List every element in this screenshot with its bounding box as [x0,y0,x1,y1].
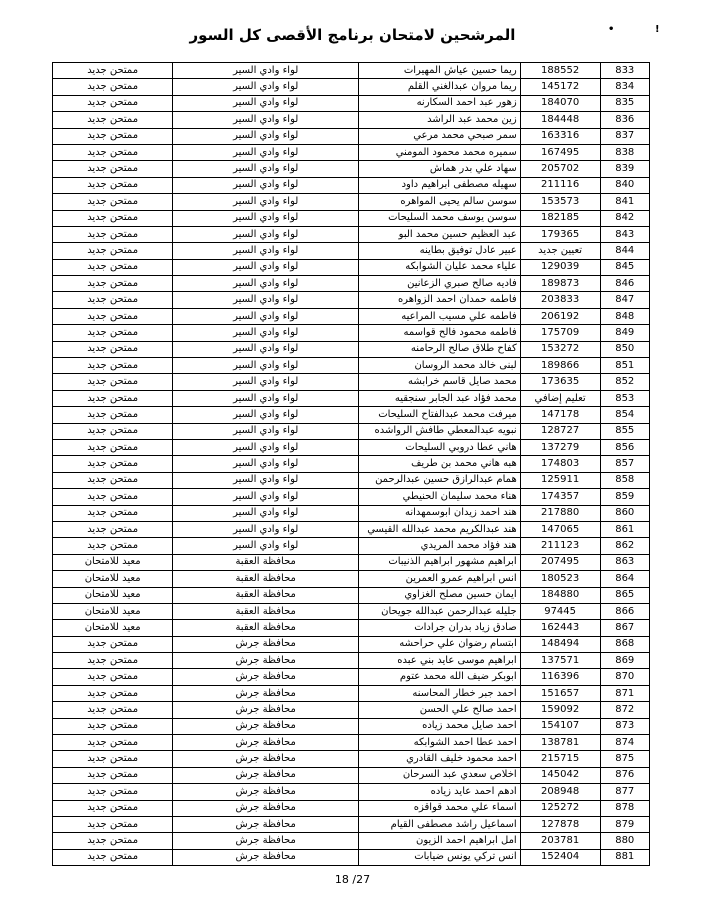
table-row [53,276,650,292]
candidate-id-cell: تعليم إضافي [520,390,600,406]
district-cell: لواء وادي السير [173,358,359,374]
candidate-id-cell: 145172 [520,79,600,95]
status-cell: ممتحن جديد [53,735,173,751]
candidate-name-cell: ريما مروان عبدالغني القلم [359,79,521,95]
row-number-cell: 833 [600,63,649,79]
row-number-cell: 839 [600,161,649,177]
candidate-id-cell: 163316 [520,128,600,144]
candidate-name-cell: ابوبكر ضيف الله محمد عتوم [359,669,521,685]
status-cell: ممتحن جديد [53,194,173,210]
table-row [53,784,650,800]
status-cell: ممتحن جديد [53,456,173,472]
status-cell: ممتحن جديد [53,849,173,865]
district-cell: لواء وادي السير [173,521,359,537]
candidate-id-cell: 189873 [520,276,600,292]
candidate-name-cell: همام عبدالرازق حسين عبدالرحمن [359,472,521,488]
table-row [53,472,650,488]
candidate-id-cell: 162443 [520,620,600,636]
district-cell: محافظة جرش [173,849,359,865]
status-cell: معيد للامتحان [53,603,173,619]
row-number-cell: 868 [600,636,649,652]
candidate-name-cell: محمد فؤاد عبد الجابر سنجقيه [359,390,521,406]
district-cell: محافظة جرش [173,685,359,701]
candidate-id-cell: 189866 [520,358,600,374]
candidate-id-cell: 211123 [520,538,600,554]
row-number-cell: 856 [600,439,649,455]
status-cell: ممتحن جديد [53,702,173,718]
page-title: المرشحين لامتحان برنامج الأقصى كل السور [189,26,516,44]
table-row [53,767,650,783]
candidate-name-cell: ريما حسين عياش المهيرات [359,63,521,79]
candidate-name-cell: هند عبدالكريم محمد عبدالله القيسي [359,521,521,537]
row-number-cell: 875 [600,751,649,767]
district-cell: محافظة جرش [173,833,359,849]
table-row [53,144,650,160]
row-number-cell: 872 [600,702,649,718]
district-cell: لواء وادي السير [173,177,359,193]
district-cell: لواء وادي السير [173,161,359,177]
status-cell: ممتحن جديد [53,358,173,374]
district-cell: محافظة جرش [173,784,359,800]
table-row [53,308,650,324]
district-cell: لواء وادي السير [173,226,359,242]
status-cell: ممتحن جديد [53,112,173,128]
district-cell: لواء وادي السير [173,407,359,423]
table-row [53,849,650,865]
district-cell: لواء وادي السير [173,63,359,79]
status-cell: ممتحن جديد [53,472,173,488]
candidate-id-cell: 211116 [520,177,600,193]
district-cell: لواء وادي السير [173,489,359,505]
table-row [53,603,650,619]
row-number-cell: 836 [600,112,649,128]
candidate-id-cell: 97445 [520,603,600,619]
row-number-cell: 878 [600,800,649,816]
candidate-name-cell: جليله عبدالرحمن عبدالله جويحان [359,603,521,619]
status-cell: ممتحن جديد [53,767,173,783]
row-number-cell: 864 [600,571,649,587]
candidate-id-cell: 152404 [520,849,600,865]
candidate-name-cell: ابتسام رضوان علي حراحشه [359,636,521,652]
status-cell: ممتحن جديد [53,505,173,521]
candidate-id-cell: 180523 [520,571,600,587]
candidate-id-cell: 174357 [520,489,600,505]
candidate-name-cell: سهاد علي بدر هماش [359,161,521,177]
candidate-id-cell: 217880 [520,505,600,521]
candidate-name-cell: فاطمه محمود فالح قواسمه [359,325,521,341]
table-row [53,112,650,128]
district-cell: محافظة جرش [173,653,359,669]
status-cell: ممتحن جديد [53,784,173,800]
candidate-name-cell: اسماعيل راشد مصطفى القيام [359,816,521,832]
district-cell: لواء وادي السير [173,456,359,472]
candidate-name-cell: سهيله مصطفى ابراهيم داود [359,177,521,193]
row-number-cell: 838 [600,144,649,160]
candidate-id-cell: 167495 [520,144,600,160]
candidate-id-cell: 127878 [520,816,600,832]
status-cell: ممتحن جديد [53,308,173,324]
candidate-id-cell: 145042 [520,767,600,783]
table-row [53,341,650,357]
district-cell: لواء وادي السير [173,95,359,111]
status-cell: ممتحن جديد [53,423,173,439]
candidate-name-cell: انس تركي يونس ضيابات [359,849,521,865]
status-cell: ممتحن جديد [53,128,173,144]
candidate-id-cell: 151657 [520,685,600,701]
status-cell: ممتحن جديد [53,144,173,160]
row-number-cell: 846 [600,276,649,292]
table-row [53,620,650,636]
row-number-cell: 869 [600,653,649,669]
district-cell: لواء وادي السير [173,259,359,275]
district-cell: لواء وادي السير [173,292,359,308]
row-number-cell: 861 [600,521,649,537]
candidate-name-cell: سميره محمد محمود المومني [359,144,521,160]
candidate-id-cell: 173635 [520,374,600,390]
table-row [53,456,650,472]
candidate-id-cell: 179365 [520,226,600,242]
district-cell: لواء وادي السير [173,243,359,259]
candidate-name-cell: اخلاص سعدي عبد السرحان [359,767,521,783]
table-row [53,374,650,390]
candidate-name-cell: اسماء علي محمد قواقزه [359,800,521,816]
district-cell: محافظة العقبة [173,603,359,619]
row-number-cell: 854 [600,407,649,423]
status-cell: ممتحن جديد [53,653,173,669]
candidate-id-cell: تعيين جديد [520,243,600,259]
row-number-cell: 849 [600,325,649,341]
district-cell: لواء وادي السير [173,505,359,521]
district-cell: محافظة جرش [173,751,359,767]
status-cell: ممتحن جديد [53,95,173,111]
candidate-name-cell: ابراهيم موسى عايد بني عبده [359,653,521,669]
candidate-id-cell: 147178 [520,407,600,423]
candidate-name-cell: هناء محمد سليمان الحنيطي [359,489,521,505]
status-cell: ممتحن جديد [53,669,173,685]
status-cell: ممتحن جديد [53,390,173,406]
status-cell: ممتحن جديد [53,636,173,652]
table-row [53,751,650,767]
district-cell: لواء وادي السير [173,308,359,324]
status-cell: ممتحن جديد [53,276,173,292]
candidate-id-cell: 116396 [520,669,600,685]
table-row [53,735,650,751]
candidate-id-cell: 203781 [520,833,600,849]
row-number-cell: 841 [600,194,649,210]
candidate-name-cell: فاطمه حمدان احمد الزواهره [359,292,521,308]
candidate-name-cell: احمد صايل محمد زياده [359,718,521,734]
row-number-cell: 843 [600,226,649,242]
table-row [53,521,650,537]
district-cell: محافظة جرش [173,636,359,652]
status-cell: ممتحن جديد [53,325,173,341]
table-row [53,489,650,505]
candidate-id-cell: 203833 [520,292,600,308]
candidate-name-cell: نبويه عبدالمعطي طافش الرواشده [359,423,521,439]
table-row [53,718,650,734]
candidate-name-cell: محمد صايل قاسم خرابشه [359,374,521,390]
district-cell: لواء وادي السير [173,112,359,128]
candidate-id-cell: 147065 [520,521,600,537]
candidate-name-cell: احمد جبر خطار المحاسنه [359,685,521,701]
row-number-cell: 851 [600,358,649,374]
status-cell: معيد للامتحان [53,620,173,636]
candidate-id-cell: 182185 [520,210,600,226]
row-number-cell: 855 [600,423,649,439]
row-number-cell: 844 [600,243,649,259]
district-cell: محافظة العقبة [173,571,359,587]
table-row [53,259,650,275]
row-number-cell: 879 [600,816,649,832]
status-cell: ممتحن جديد [53,374,173,390]
status-cell: ممتحن جديد [53,341,173,357]
status-cell: معيد للامتحان [53,554,173,570]
table-row [53,79,650,95]
district-cell: لواء وادي السير [173,472,359,488]
status-cell: ممتحن جديد [53,521,173,537]
candidate-id-cell: 153272 [520,341,600,357]
candidate-id-cell: 175709 [520,325,600,341]
district-cell: محافظة العقبة [173,587,359,603]
row-number-cell: 860 [600,505,649,521]
district-cell: لواء وادي السير [173,374,359,390]
district-cell: لواء وادي السير [173,423,359,439]
candidate-name-cell: احمد عطا احمد الشوابكه [359,735,521,751]
district-cell: لواء وادي السير [173,439,359,455]
district-cell: لواء وادي السير [173,210,359,226]
candidate-name-cell: لبنى خالد محمد الروسان [359,358,521,374]
district-cell: محافظة جرش [173,669,359,685]
table-row [53,554,650,570]
status-cell: ممتحن جديد [53,259,173,275]
candidate-id-cell: 215715 [520,751,600,767]
table-row [53,63,650,79]
candidate-name-cell: هبه هاني محمد بن طريف [359,456,521,472]
row-number-cell: 870 [600,669,649,685]
district-cell: محافظة العقبة [173,554,359,570]
candidate-id-cell: 153573 [520,194,600,210]
status-cell: ممتحن جديد [53,79,173,95]
table-row [53,161,650,177]
district-cell: لواء وادي السير [173,538,359,554]
table-row [53,358,650,374]
row-number-cell: 842 [600,210,649,226]
district-cell: لواء وادي السير [173,276,359,292]
district-cell: لواء وادي السير [173,144,359,160]
row-number-cell: 876 [600,767,649,783]
district-cell: محافظة جرش [173,816,359,832]
candidate-name-cell: صادق زياد بدران جرادات [359,620,521,636]
row-number-cell: 862 [600,538,649,554]
candidate-name-cell: هند احمد زيدان ابوسمهدانه [359,505,521,521]
table-row [53,95,650,111]
district-cell: محافظة جرش [173,735,359,751]
candidate-id-cell: 159092 [520,702,600,718]
district-cell: لواء وادي السير [173,390,359,406]
table-row [53,325,650,341]
row-number-cell: 877 [600,784,649,800]
district-cell: لواء وادي السير [173,341,359,357]
district-cell: محافظة العقبة [173,620,359,636]
district-cell: لواء وادي السير [173,325,359,341]
candidate-id-cell: 128727 [520,423,600,439]
row-number-cell: 880 [600,833,649,849]
table-row [53,292,650,308]
candidate-name-cell: كفاح طلاق صالح الرحامنه [359,341,521,357]
status-cell: ممتحن جديد [53,210,173,226]
row-number-cell: 845 [600,259,649,275]
row-number-cell: 871 [600,685,649,701]
candidate-name-cell: هند فؤاد محمد المريدي [359,538,521,554]
candidate-id-cell: 148494 [520,636,600,652]
candidate-id-cell: 125911 [520,472,600,488]
status-cell: ممتحن جديد [53,63,173,79]
table-row [53,390,650,406]
candidate-name-cell: سوسن يوسف محمد السليحات [359,210,521,226]
table-row [53,538,650,554]
status-cell: ممتحن جديد [53,243,173,259]
page-number: 18 /27 [334,873,371,886]
row-number-cell: 835 [600,95,649,111]
status-cell: ممتحن جديد [53,292,173,308]
candidate-name-cell: هاني عطا دروبي السليحات [359,439,521,455]
candidate-id-cell: 205702 [520,161,600,177]
row-number-cell: 873 [600,718,649,734]
table-row [53,407,650,423]
status-cell: ممتحن جديد [53,816,173,832]
district-cell: محافظة جرش [173,702,359,718]
row-number-cell: 867 [600,620,649,636]
row-number-cell: 863 [600,554,649,570]
status-cell: ممتحن جديد [53,161,173,177]
candidate-name-cell: عبير عادل توفيق بطاينه [359,243,521,259]
row-number-cell: 859 [600,489,649,505]
row-number-cell: 881 [600,849,649,865]
table-row [53,669,650,685]
district-cell: محافظة جرش [173,767,359,783]
candidate-name-cell: ادهم احمد عايد زياده [359,784,521,800]
district-cell: لواء وادي السير [173,194,359,210]
candidate-name-cell: احمد محمود خليف القادري [359,751,521,767]
status-cell: ممتحن جديد [53,489,173,505]
table-row [53,571,650,587]
status-cell: ممتحن جديد [53,407,173,423]
table-row [53,439,650,455]
row-number-cell: 840 [600,177,649,193]
status-cell: ممتحن جديد [53,751,173,767]
page-mark-left: • [608,24,615,35]
district-cell: محافظة جرش [173,718,359,734]
candidate-id-cell: 184070 [520,95,600,111]
status-cell: ممتحن جديد [53,685,173,701]
status-cell: ممتحن جديد [53,177,173,193]
table-row [53,653,650,669]
candidate-id-cell: 188552 [520,63,600,79]
row-number-cell: 848 [600,308,649,324]
candidate-id-cell: 129039 [520,259,600,275]
status-cell: ممتحن جديد [53,439,173,455]
candidate-id-cell: 137279 [520,439,600,455]
row-number-cell: 857 [600,456,649,472]
status-cell: ممتحن جديد [53,833,173,849]
candidate-id-cell: 137571 [520,653,600,669]
status-cell: ممتحن جديد [53,718,173,734]
row-number-cell: 853 [600,390,649,406]
candidate-id-cell: 154107 [520,718,600,734]
candidates-table [52,62,650,866]
candidate-name-cell: انس ابراهيم عمرو العمرين [359,571,521,587]
candidate-name-cell: امل ابراهيم احمد الزيون [359,833,521,849]
table-row [53,800,650,816]
candidate-name-cell: سمر صبحي محمد مرعي [359,128,521,144]
status-cell: ممتحن جديد [53,226,173,242]
table-row [53,243,650,259]
candidate-name-cell: ايمان حسين مصلح الغزاوي [359,587,521,603]
table-row [53,128,650,144]
row-number-cell: 858 [600,472,649,488]
district-cell: لواء وادي السير [173,128,359,144]
table-row [53,636,650,652]
candidate-id-cell: 125272 [520,800,600,816]
candidate-id-cell: 207495 [520,554,600,570]
row-number-cell: 837 [600,128,649,144]
row-number-cell: 847 [600,292,649,308]
table-row [53,833,650,849]
candidate-name-cell: علياء محمد عليان الشوابكه [359,259,521,275]
table-row [53,816,650,832]
candidate-name-cell: فاطمه علي مسيب المراعيه [359,308,521,324]
page-mark-right: ! [655,24,660,35]
row-number-cell: 852 [600,374,649,390]
candidate-name-cell: زين محمد عبد الراشد [359,112,521,128]
status-cell: معيد للامتحان [53,587,173,603]
row-number-cell: 865 [600,587,649,603]
status-cell: ممتحن جديد [53,538,173,554]
table-row [53,505,650,521]
table-row [53,226,650,242]
table-row [53,423,650,439]
candidate-id-cell: 206192 [520,308,600,324]
row-number-cell: 834 [600,79,649,95]
row-number-cell: 874 [600,735,649,751]
table-row [53,194,650,210]
candidate-name-cell: فاديه صالح صبري الزعانين [359,276,521,292]
district-cell: لواء وادي السير [173,79,359,95]
candidate-id-cell: 184880 [520,587,600,603]
candidate-id-cell: 174803 [520,456,600,472]
candidate-id-cell: 184448 [520,112,600,128]
candidate-id-cell: 208948 [520,784,600,800]
district-cell: محافظة جرش [173,800,359,816]
table-row [53,702,650,718]
candidate-name-cell: عبد العظيم حسين محمد البو [359,226,521,242]
row-number-cell: 866 [600,603,649,619]
table-row [53,685,650,701]
status-cell: ممتحن جديد [53,800,173,816]
candidate-name-cell: ميرفت محمد عبدالفتاح السليحات [359,407,521,423]
status-cell: معيد للامتحان [53,571,173,587]
candidate-id-cell: 138781 [520,735,600,751]
table-row [53,177,650,193]
row-number-cell: 850 [600,341,649,357]
candidate-name-cell: سوسن سالم يحيى المواهره [359,194,521,210]
table-row [53,587,650,603]
candidate-name-cell: ابراهيم مشهور ابراهيم الذنيبات [359,554,521,570]
candidate-name-cell: زهور عبد احمد السكارنه [359,95,521,111]
candidate-name-cell: احمد صالح علي الحسن [359,702,521,718]
table-row [53,210,650,226]
